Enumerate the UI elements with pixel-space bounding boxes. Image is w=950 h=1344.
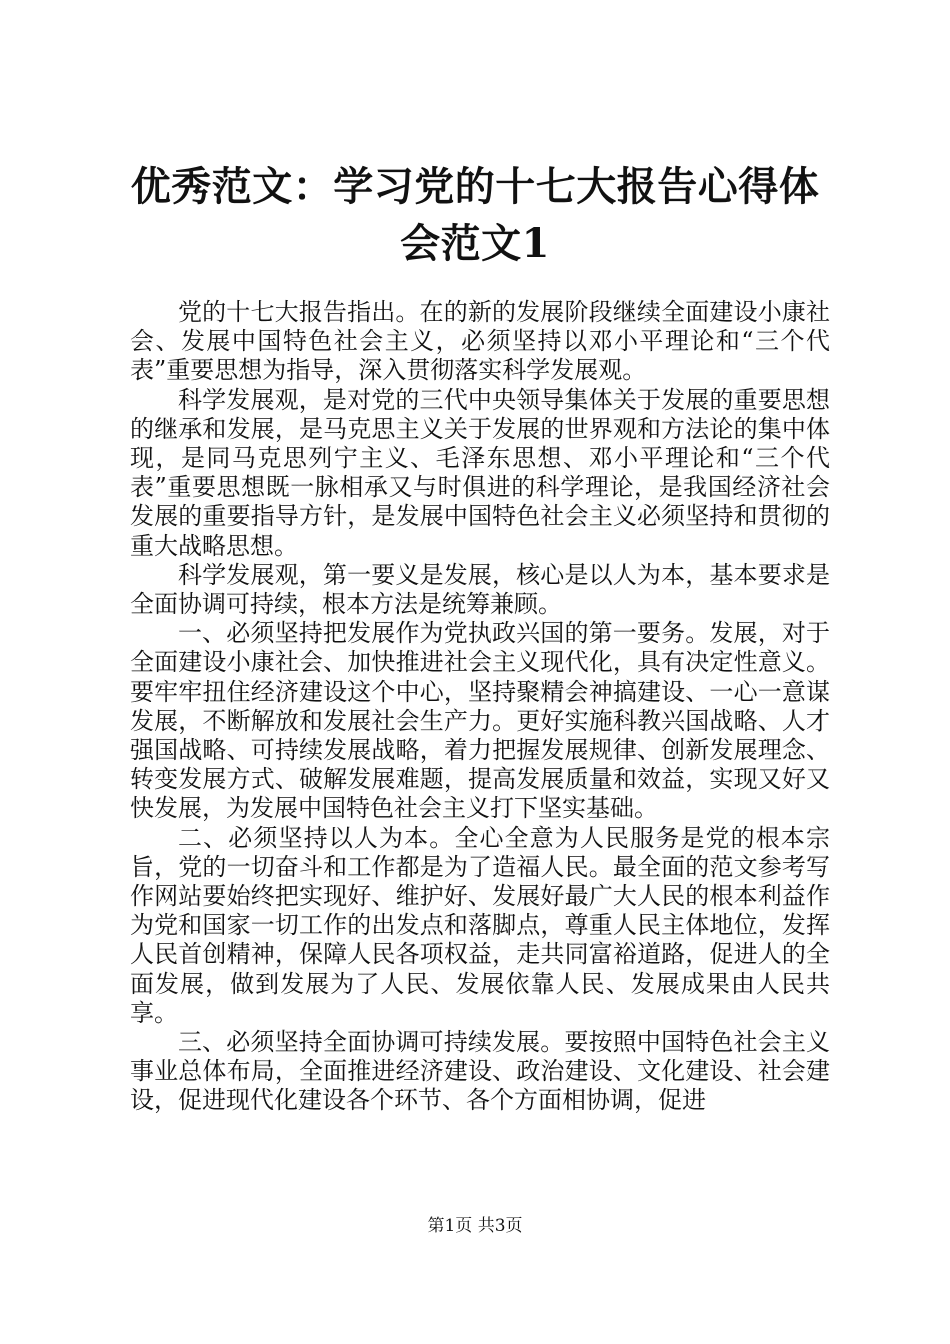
paragraph-point-three: 三、必须坚持全面协调可持续发展。要按照中国特色社会主义事业总体布局，全面推进经济建设、政治建设、文化建设、社会建设，促进现代化建设各个环节、各个方面相协调，促进	[130, 1028, 830, 1115]
page-number-footer: 第1页 共3页	[427, 1216, 523, 1236]
document-body	[130, 298, 830, 1116]
paragraph-scientific-outlook: 科学发展观，是对党的三代中央领导集体关于发展的重要思想的继承和发展，是马克思主义关于发展的世界观和方法论的集中体现，是同马克思列宁主义、毛泽东思想、邓小平理论和“三个代表”重要思想既一脉相承又与时俱进的科学理论，是我国经济社会发展的重要指导方针，是发展中国特色社会主义必须坚持和贯彻的重大战略思想。	[130, 385, 830, 560]
paragraph-point-two: 二、必须坚持以人为本。全心全意为人民服务是党的根本宗旨，党的一切奋斗和工作都是为了造福人民。最全面的范文参考写作网站要始终把实现好、维护好、发展好最广大人民的根本利益作为党和国家一切工作的出发点和落脚点，尊重人民主体地位，发挥人民首创精神，保障人民各项权益，走共同富裕道路，促进人的全面发展，做到发展为了人民、发展依靠人民、发展成果由人民共享。	[130, 823, 830, 1027]
paragraph-intro: 党的十七大报告指出。在的新的发展阶段继续全面建设小康社会、发展中国特色社会主义，必须坚持以邓小平理论和“三个代表”重要思想为指导，深入贯彻落实科学发展观。	[130, 298, 830, 385]
paragraph-core-requirements: 科学发展观，第一要义是发展，核心是以人为本，基本要求是全面协调可持续，根本方法是统筹兼顾。	[130, 560, 830, 619]
document-title: 优秀范文：学习党的十七大报告心得体会范文1	[130, 163, 820, 267]
paragraph-point-one: 一、必须坚持把发展作为党执政兴国的第一要务。发展，对于全面建设小康社会、加快推进社会主义现代化，具有决定性意义。要牢牢扭住经济建设这个中心，坚持聚精会神搞建设、一心一意谋发展，不断解放和发展社会生产力。更好实施科教兴国战略、人才强国战略、可持续发展战略，着力把握发展规律、创新发展理念、转变发展方式、破解发展难题，提高发展质量和效益，实现又好又快发展，为发展中国特色社会主义打下坚实基础。	[130, 619, 830, 823]
